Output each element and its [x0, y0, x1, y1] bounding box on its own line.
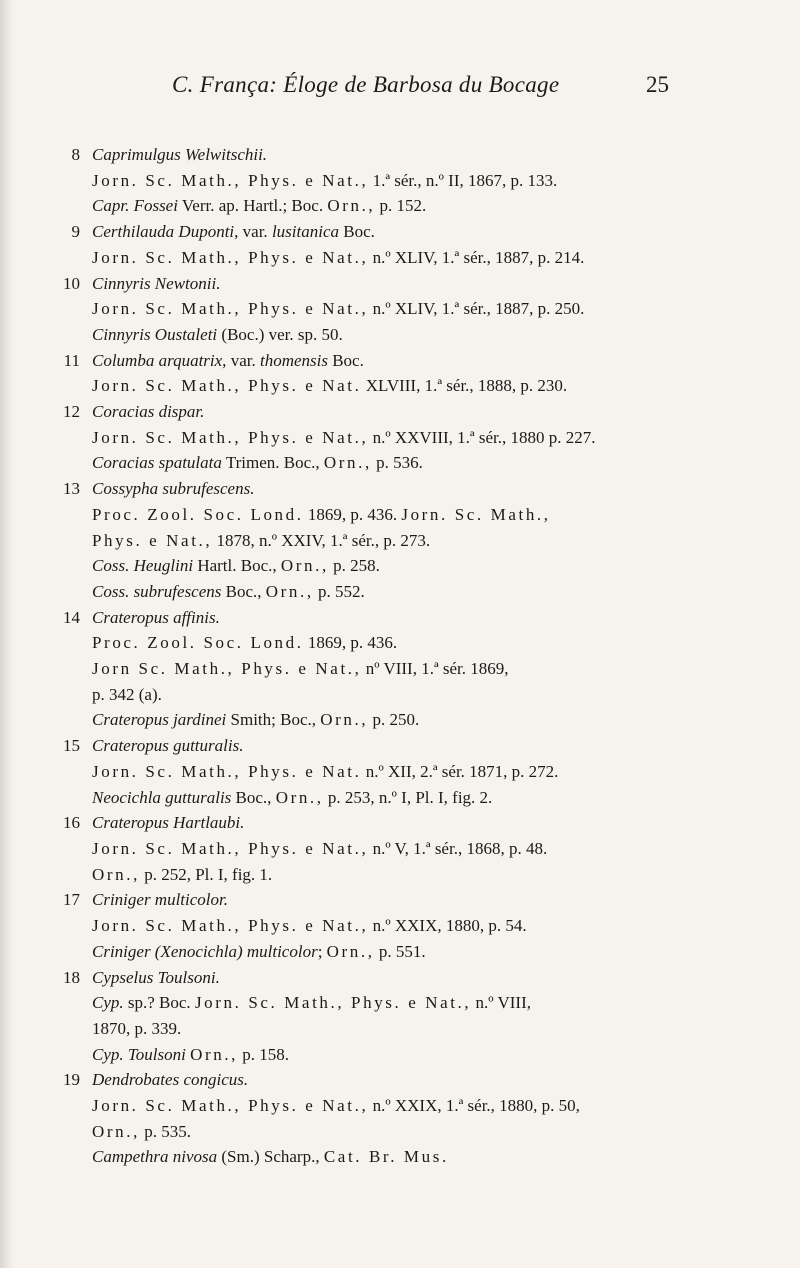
journal-title: Jorn. Sc. Math., Phys. e Nat.,	[194, 993, 472, 1013]
journal-title: Jorn. Sc. Math., Phys. e Nat.,	[92, 247, 369, 267]
reference-line	[92, 373, 772, 399]
species-entry	[0, 887, 800, 964]
citation-text: n.º XLIV, 1.ª sér., 1887, p. 250.	[368, 299, 585, 319]
entry-number: 9	[71, 222, 80, 242]
reference-line	[92, 1016, 772, 1042]
reference-line	[92, 193, 772, 219]
journal-title: Cat. Br. Mus.	[323, 1147, 449, 1167]
citation-text: p. 252, Pl. I, fig. 1.	[139, 864, 273, 884]
species-name-line	[92, 1067, 772, 1093]
species-name-line	[92, 399, 772, 425]
citation-text: Trimen. Boc.,	[221, 453, 324, 473]
citation-text: p. 551.	[374, 941, 426, 961]
citation-text: sp.? Boc.	[123, 993, 195, 1013]
citation-text: p. 536.	[371, 453, 423, 473]
journal-title: Jorn. Sc. Math., Phys. e Nat.,	[92, 838, 369, 858]
citation-text: n.º V, 1.ª sér., 1868, p. 48.	[368, 838, 548, 858]
species-name-line	[92, 142, 772, 168]
journal-title: Proc. Zool. Soc. Lond.	[92, 633, 304, 653]
running-head: C. França: Éloge de Barbosa du Bocage	[172, 72, 560, 97]
journal-title: Orn.,	[327, 196, 376, 216]
reference-line	[92, 785, 772, 811]
taxon-name: Criniger multicolor.	[92, 890, 229, 910]
journal-title: Jorn. Sc. Math., Phys. e Nat.,	[92, 299, 369, 319]
journal-title: Jorn. Sc. Math., Phys. e Nat.,	[92, 916, 369, 936]
taxon-name: Coss. Heuglini	[92, 556, 194, 576]
taxon-name: Criniger (Xenocichla) multicolor	[92, 941, 318, 961]
reference-line	[92, 836, 772, 862]
taxon-name: Dendrobates congicus.	[92, 1070, 249, 1090]
citation-text: 1.ª sér., n.º II, 1867, p. 133.	[368, 170, 558, 190]
journal-title: Jorn. Sc. Math., Phys. e Nat.	[92, 761, 362, 781]
citation-text: p. 342 (a).	[92, 684, 162, 704]
taxon-name: Campethra nivosa	[92, 1147, 218, 1167]
citation-text: p. 258.	[328, 556, 380, 576]
citation-text: p. 158.	[238, 1044, 290, 1064]
reference-line	[92, 1093, 772, 1119]
citation-text: n.º XII, 2.ª sér. 1871, p. 272.	[361, 761, 559, 781]
citation-text: n.º VIII,	[471, 993, 531, 1013]
citation-text: Boc.	[339, 222, 375, 242]
species-name-line	[92, 605, 772, 631]
reference-line	[92, 939, 772, 965]
reference-line	[92, 322, 772, 348]
citation-text: p. 552.	[313, 581, 365, 601]
reference-line	[92, 245, 772, 271]
citation-text: XLVIII, 1.ª sér., 1888, p. 230.	[361, 376, 568, 396]
species-name-line	[92, 476, 772, 502]
taxon-name: Coracias spatulata	[92, 453, 222, 473]
species-entry	[0, 733, 800, 810]
species-name-line	[92, 965, 772, 991]
reference-line	[92, 656, 772, 682]
journal-title: Jorn. Sc. Math., Phys. e Nat.,	[92, 1096, 369, 1116]
species-name-line	[92, 348, 772, 374]
reference-line	[92, 1144, 772, 1170]
journal-title: Orn.,	[92, 864, 140, 884]
reference-line	[92, 759, 772, 785]
taxon-name: thomensis	[259, 350, 328, 370]
taxon-name: Cypselus Toulsoni.	[92, 967, 220, 987]
journal-title: Jorn. Sc. Math., Phys. e Nat.,	[92, 170, 369, 190]
reference-line	[92, 862, 772, 888]
species-name-line	[92, 733, 772, 759]
taxon-name: Certhilauda Duponti,	[92, 222, 239, 242]
species-entry	[0, 399, 800, 476]
citation-text: Smith; Boc.,	[226, 710, 321, 730]
entry-number: 10	[63, 273, 80, 293]
journal-title: Jorn. Sc. Math., Phys. e Nat.	[92, 376, 362, 396]
citation-text: Hartl. Boc.,	[193, 556, 281, 576]
reference-line	[92, 553, 772, 579]
taxon-name: Cinnyris Newtonii.	[92, 273, 221, 293]
journal-title: Jorn. Sc. Math.,	[401, 504, 551, 524]
citation-text: ;	[317, 941, 327, 961]
citation-text: p. 535.	[139, 1121, 191, 1141]
reference-line	[92, 1119, 772, 1145]
entry-number: 18	[63, 967, 80, 987]
taxon-name: Crateropus affinis.	[92, 607, 220, 627]
reference-line	[92, 1042, 772, 1068]
species-entry	[0, 965, 800, 1068]
journal-title: Orn.,	[275, 787, 324, 807]
species-list	[0, 142, 800, 1170]
reference-line	[92, 450, 772, 476]
reference-line	[92, 502, 772, 528]
taxon-name: Cyp. Toulsoni	[92, 1044, 186, 1064]
citation-text: 1870, p. 339.	[92, 1018, 182, 1038]
entry-number: 14	[63, 607, 80, 627]
citation-text: p. 253, n.º I, Pl. I, fig. 2.	[323, 787, 493, 807]
taxon-name: Columba arquatrix,	[92, 350, 227, 370]
reference-line	[92, 682, 772, 708]
journal-title: Jorn. Sc. Math., Phys. e Nat.,	[92, 427, 369, 447]
taxon-name: Neocichla gutturalis	[92, 787, 232, 807]
citation-text: (Boc.) ver. sp. 50.	[217, 324, 343, 344]
citation-text: Boc.	[327, 350, 364, 370]
taxon-name: Crateropus Hartlaubi.	[92, 813, 245, 833]
reference-line	[92, 630, 772, 656]
page-header	[0, 72, 800, 112]
journal-title: Orn.,	[190, 1044, 239, 1064]
journal-title: Phys. e Nat.,	[92, 530, 213, 550]
species-entry	[0, 348, 800, 399]
journal-title: Orn.,	[326, 941, 375, 961]
reference-line	[92, 168, 772, 194]
journal-title: Jorn Sc. Math., Phys. e Nat.,	[92, 659, 362, 679]
citation-text: 1878, n.º XXIV, 1.ª sér., p. 273.	[212, 530, 431, 550]
citation-text: 1869, p. 436.	[303, 504, 402, 524]
species-entry	[0, 1067, 800, 1170]
taxon-name: lusitanica	[271, 222, 339, 242]
citation-text: var.	[226, 350, 260, 370]
taxon-name: Cinnyris Oustaleti	[92, 324, 218, 344]
citation-text: Boc.,	[231, 787, 276, 807]
citation-text: p. 152.	[375, 196, 427, 216]
citation-text: n.º XLIV, 1.ª sér., 1887, p. 214.	[368, 247, 585, 267]
citation-text: n.º XXVIII, 1.ª sér., 1880 p. 227.	[368, 427, 596, 447]
entry-number: 13	[63, 479, 80, 499]
journal-title: Orn.,	[280, 556, 329, 576]
species-entry	[0, 476, 800, 605]
citation-text: n.º XXIX, 1.ª sér., 1880, p. 50,	[368, 1096, 580, 1116]
species-entry	[0, 810, 800, 887]
citation-text: Boc.,	[221, 581, 266, 601]
reference-line	[92, 425, 772, 451]
taxon-name: Caprimulgus Welwitschii.	[92, 145, 268, 164]
taxon-name: Crateropus jardinei	[92, 710, 227, 730]
page-number: 25	[646, 72, 669, 97]
journal-title: Orn.,	[92, 1121, 140, 1141]
entry-number: 19	[63, 1070, 80, 1090]
taxon-name: Capr. Fossei	[92, 196, 178, 216]
entry-number: 17	[63, 890, 80, 910]
reference-line	[92, 707, 772, 733]
species-name-line	[92, 271, 772, 297]
taxon-name: Cyp.	[92, 993, 124, 1013]
entry-number: 16	[63, 813, 80, 833]
citation-text: Verr. ap. Hartl.; Boc.	[177, 196, 328, 216]
species-name-line	[92, 219, 772, 245]
journal-title: Orn.,	[320, 710, 369, 730]
taxon-name: Crateropus gutturalis.	[92, 736, 244, 756]
reference-line	[92, 913, 772, 939]
citation-text: n.º XXIX, 1880, p. 54.	[368, 916, 527, 936]
reference-line	[92, 990, 772, 1016]
taxon-name: Cossypha subrufescens.	[92, 479, 255, 499]
species-entry	[0, 142, 800, 219]
species-entry	[0, 605, 800, 734]
citation-text: p. 250.	[368, 710, 420, 730]
species-name-line	[92, 810, 772, 836]
reference-line	[92, 579, 772, 605]
species-entry	[0, 219, 800, 270]
journal-title: Orn.,	[265, 581, 314, 601]
citation-text: nº VIII, 1.ª sér. 1869,	[361, 659, 509, 679]
entry-number: 12	[63, 402, 80, 422]
taxon-name: Coracias dispar.	[92, 402, 205, 422]
citation-text: 1869, p. 436.	[303, 633, 398, 653]
journal-title: Orn.,	[323, 453, 372, 473]
entry-number: 8	[71, 145, 80, 164]
entry-number: 11	[63, 350, 80, 370]
species-name-line	[92, 887, 772, 913]
journal-title: Proc. Zool. Soc. Lond.	[92, 504, 304, 524]
citation-text: var.	[238, 222, 272, 242]
reference-line	[92, 296, 772, 322]
entry-number: 15	[63, 736, 80, 756]
citation-text: (Sm.) Scharp.,	[217, 1147, 324, 1167]
taxon-name: Coss. subrufescens	[92, 581, 222, 601]
reference-line	[92, 528, 772, 554]
species-entry	[0, 271, 800, 348]
